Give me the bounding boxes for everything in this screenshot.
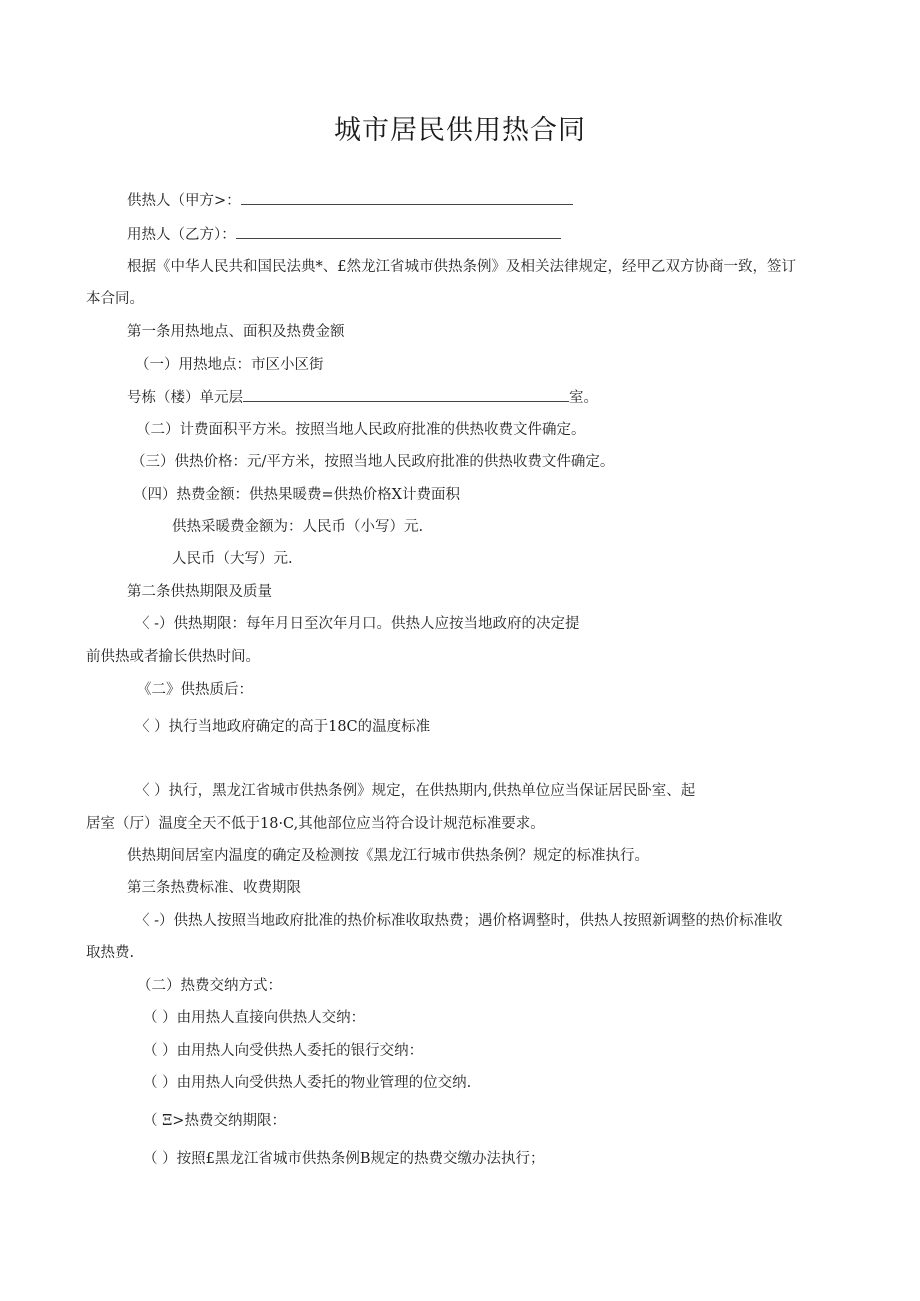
room-label: 室。: [569, 390, 598, 406]
address-blank[interactable]: [243, 387, 569, 402]
article-1-item-4-small: 供热采暖费金额为：人民币（小写）元.: [172, 519, 424, 535]
article-2-title: 第二条供热期限及质量: [127, 584, 272, 600]
party-b-blank[interactable]: [236, 224, 561, 239]
article-3-option-a: （ ）由用热人直接向供热人交纳：: [143, 1010, 366, 1026]
article-3-title: 第三条热费标准、收费期限: [127, 880, 301, 896]
party-a-blank[interactable]: [241, 190, 573, 205]
party-a-line: [127, 190, 573, 211]
article-1-item-1: （一）用热地点：市区小区街: [135, 357, 324, 373]
article-3-option-c: （ ）由用热人向受供热人委托的物业管理的位交纳.: [143, 1075, 472, 1091]
article-2-item-1: 〈 -）供热期限：每年月日至次年月口。供热人应按当地政府的决定提: [135, 616, 580, 632]
article-2-option-b: 〈 ）执行，黑龙江省城市供热条例》规定，在供热期内,供热单位应当保证居民卧室、起: [135, 783, 696, 799]
article-2-item-1-cont: 前供热或者揄长供热时间。: [86, 649, 260, 665]
article-1-item-1-cont: [127, 387, 598, 408]
article-3-item-1-cont: 取热费.: [86, 945, 135, 961]
address-label: 号栋（楼）单元层: [127, 390, 243, 406]
article-1-title: 第一条用热地点、面积及热费金额: [127, 324, 345, 340]
article-1-item-4: （四）热费金额：供热果暖费=供热价格X计费面积: [133, 487, 460, 503]
party-b-label: 用热人（乙方）：: [127, 227, 236, 243]
article-2-option-b-cont: 居室（厅）温度全天不低于18·C,其他部位应当符合设计规范标准要求。: [86, 816, 545, 832]
article-3-item-1: 〈 -）供热人按照当地政府批准的热价标准收取热费；遇价格调整时，供热人按照新调整的热价标准收: [135, 913, 783, 929]
intro-line-1: 根据《中华人民共和国民法典*、£然龙江省城市供热条例》及相关法律规定，经甲乙双方协商一致，签订: [127, 259, 796, 275]
article-3-item-2: （二）热费交纳方式：: [137, 978, 282, 994]
article-1-item-4-large: 人民币（大写）元.: [172, 551, 293, 567]
article-1-item-2: （二）计费面积平方米。按照当地人民政府批准的供热收费文件确定。: [136, 422, 586, 438]
article-3-option-b: （ ）由用热人向受供热人委托的银行交纳：: [143, 1043, 424, 1059]
party-a-label: 供热人（甲方>：: [127, 193, 241, 209]
article-3-item-3: （ Ξ>热费交纳期限：: [143, 1113, 286, 1129]
document-title: 城市居民供用热合同: [334, 115, 586, 146]
article-3-option-d: （ ）按照£黑龙江省城市供热条例B规定的热费交缴办法执行；: [143, 1151, 545, 1167]
article-2-item-2: 《二》供热质后：: [137, 682, 253, 698]
intro-line-2: 本合同。: [86, 291, 144, 307]
article-2-item-3: 供热期间居室内温度的确定及检测按《黑龙江行城市供热条例？规定的标准执行。: [127, 848, 649, 864]
party-b-line: [127, 224, 561, 245]
article-1-item-3: （三）供热价格：元/平方米，按照当地人民政府批准的供热收费文件确定。: [131, 454, 615, 470]
article-2-option-a: 〈 ）执行当地政府确定的高于18C的温度标准: [135, 719, 431, 735]
